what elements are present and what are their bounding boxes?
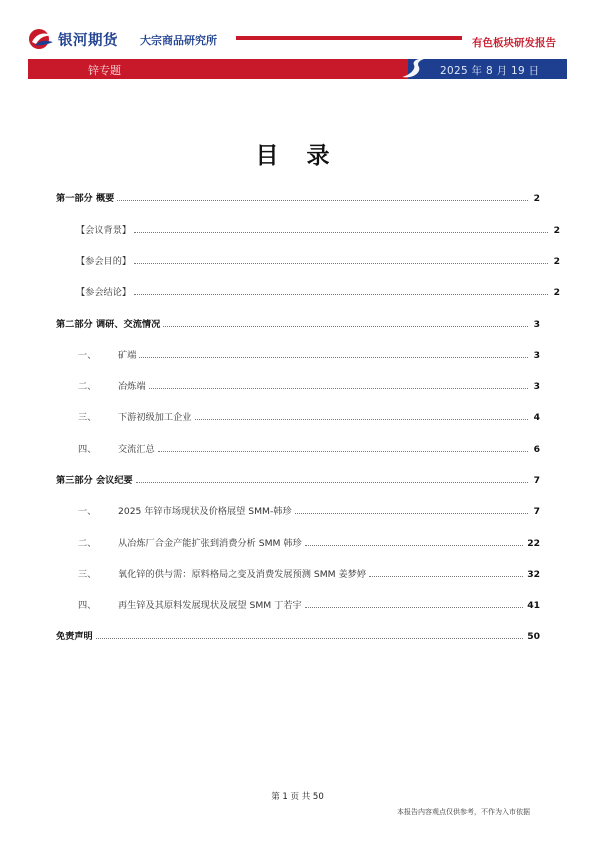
toc-entry-number: 一、 — [78, 350, 97, 361]
toc-entry-number: 二、 — [78, 381, 97, 392]
toc-entry-title: 下游初级加工企业 — [118, 412, 192, 423]
toc-entry-title: 交流汇总 — [118, 444, 155, 455]
toc-entry-page: 7 — [533, 506, 540, 517]
toc-dot-leader — [136, 481, 528, 483]
report-topic: 锌专题 — [88, 64, 121, 77]
toc-entry-title: 【参会结论】 — [76, 287, 132, 298]
toc-entry-page: 3 — [533, 381, 540, 392]
toc-dot-leader — [195, 418, 529, 420]
brand-logo-icon — [28, 28, 54, 50]
toc-entry-title: 免责声明 — [56, 631, 93, 642]
toc-dot-leader — [134, 262, 548, 264]
swoosh-icon — [396, 57, 426, 81]
toc-dot-leader — [369, 575, 523, 577]
toc-entry[interactable] — [56, 597, 540, 611]
toc-entry[interactable] — [56, 190, 540, 204]
toc-dot-leader — [163, 325, 528, 327]
toc-entry-title: 第二部分 调研、交流情况 — [56, 319, 161, 330]
footer-disclaimer: 本报告内容观点仅供参考，不作为入市依据 — [397, 808, 530, 816]
toc-entry-page: 6 — [533, 444, 540, 455]
toc-entry[interactable] — [56, 378, 540, 392]
toc-entry[interactable] — [56, 222, 560, 236]
toc-entry-title: 第三部分 会议纪要 — [56, 475, 133, 486]
toc-entry-page: 32 — [527, 569, 540, 580]
toc-entry-page: 22 — [527, 538, 540, 549]
toc-dot-leader — [134, 231, 548, 233]
toc-entry[interactable] — [56, 253, 560, 267]
toc-entry[interactable] — [56, 409, 540, 423]
toc-entry-number: 四、 — [78, 444, 97, 455]
toc-entry-page: 4 — [533, 412, 540, 423]
toc-entry-number: 一、 — [78, 506, 97, 517]
toc-entry-title: 【会议背景】 — [76, 225, 132, 236]
toc-title: 目 录 — [255, 143, 340, 169]
toc-dot-leader — [149, 387, 528, 389]
toc-entry-title: 第一部分 概要 — [56, 193, 115, 204]
toc-entry-page: 3 — [533, 319, 540, 330]
toc-entry-title: 从冶炼厂合金产能扩张到消费分析 SMM 韩珍 — [118, 538, 302, 549]
toc-dot-leader — [139, 356, 528, 358]
toc-entry[interactable] — [56, 566, 540, 580]
banner-red-band — [28, 59, 408, 79]
toc-entry-number: 三、 — [78, 569, 97, 580]
toc-dot-leader — [305, 606, 523, 608]
toc-entry-page: 2 — [553, 225, 560, 236]
toc-entry-page: 7 — [533, 475, 540, 486]
toc-entry-number: 四、 — [78, 600, 97, 611]
topic-banner — [28, 59, 567, 79]
toc-dot-leader — [134, 293, 548, 295]
toc-entry-page: 3 — [533, 350, 540, 361]
report-date: 2025 年 8 月 19 日 — [440, 65, 540, 77]
institute-name: 大宗商品研究所 — [140, 34, 217, 47]
toc-dot-leader — [158, 450, 528, 452]
toc-entry-title: 2025 年锌市场现状及价格展望 SMM-韩珍 — [118, 506, 292, 517]
page-counter: 第 1 页 共 50 — [271, 792, 324, 802]
report-type: 有色板块研发报告 — [472, 37, 556, 49]
toc-entry[interactable] — [56, 535, 540, 549]
toc-entry[interactable] — [56, 628, 540, 642]
toc-entry-title: 【参会目的】 — [76, 256, 132, 267]
toc-entry[interactable] — [56, 316, 540, 330]
toc-entry[interactable] — [56, 472, 540, 486]
toc-entry[interactable] — [56, 441, 540, 455]
toc-dot-leader — [305, 544, 523, 546]
brand-name: 银河期货 — [58, 33, 118, 49]
toc-dot-leader — [295, 512, 528, 514]
toc-entry-title: 矿端 — [118, 350, 137, 361]
toc-entry-number: 三、 — [78, 412, 97, 423]
toc-entry-title: 冶炼端 — [118, 381, 146, 392]
toc-entry[interactable] — [56, 347, 540, 361]
toc-entry-title: 再生锌及其原料发展现状及展望 SMM 丁若宇 — [118, 600, 302, 611]
toc-entry-page: 2 — [533, 193, 540, 204]
toc-dot-leader — [96, 637, 523, 639]
toc-entry-page: 41 — [527, 600, 540, 611]
toc-dot-leader — [117, 199, 528, 201]
toc-entry-page: 2 — [553, 287, 560, 298]
toc-entry[interactable] — [56, 503, 540, 517]
toc-entry-page: 2 — [553, 256, 560, 267]
toc-entry-title: 氧化锌的供与需：原料格局之变及消费发展预测 SMM 姜梦婷 — [118, 569, 367, 580]
toc-entry-page: 50 — [527, 631, 540, 642]
toc-entry[interactable] — [56, 284, 560, 298]
toc-entry-number: 二、 — [78, 538, 97, 549]
header-divider — [236, 36, 462, 40]
